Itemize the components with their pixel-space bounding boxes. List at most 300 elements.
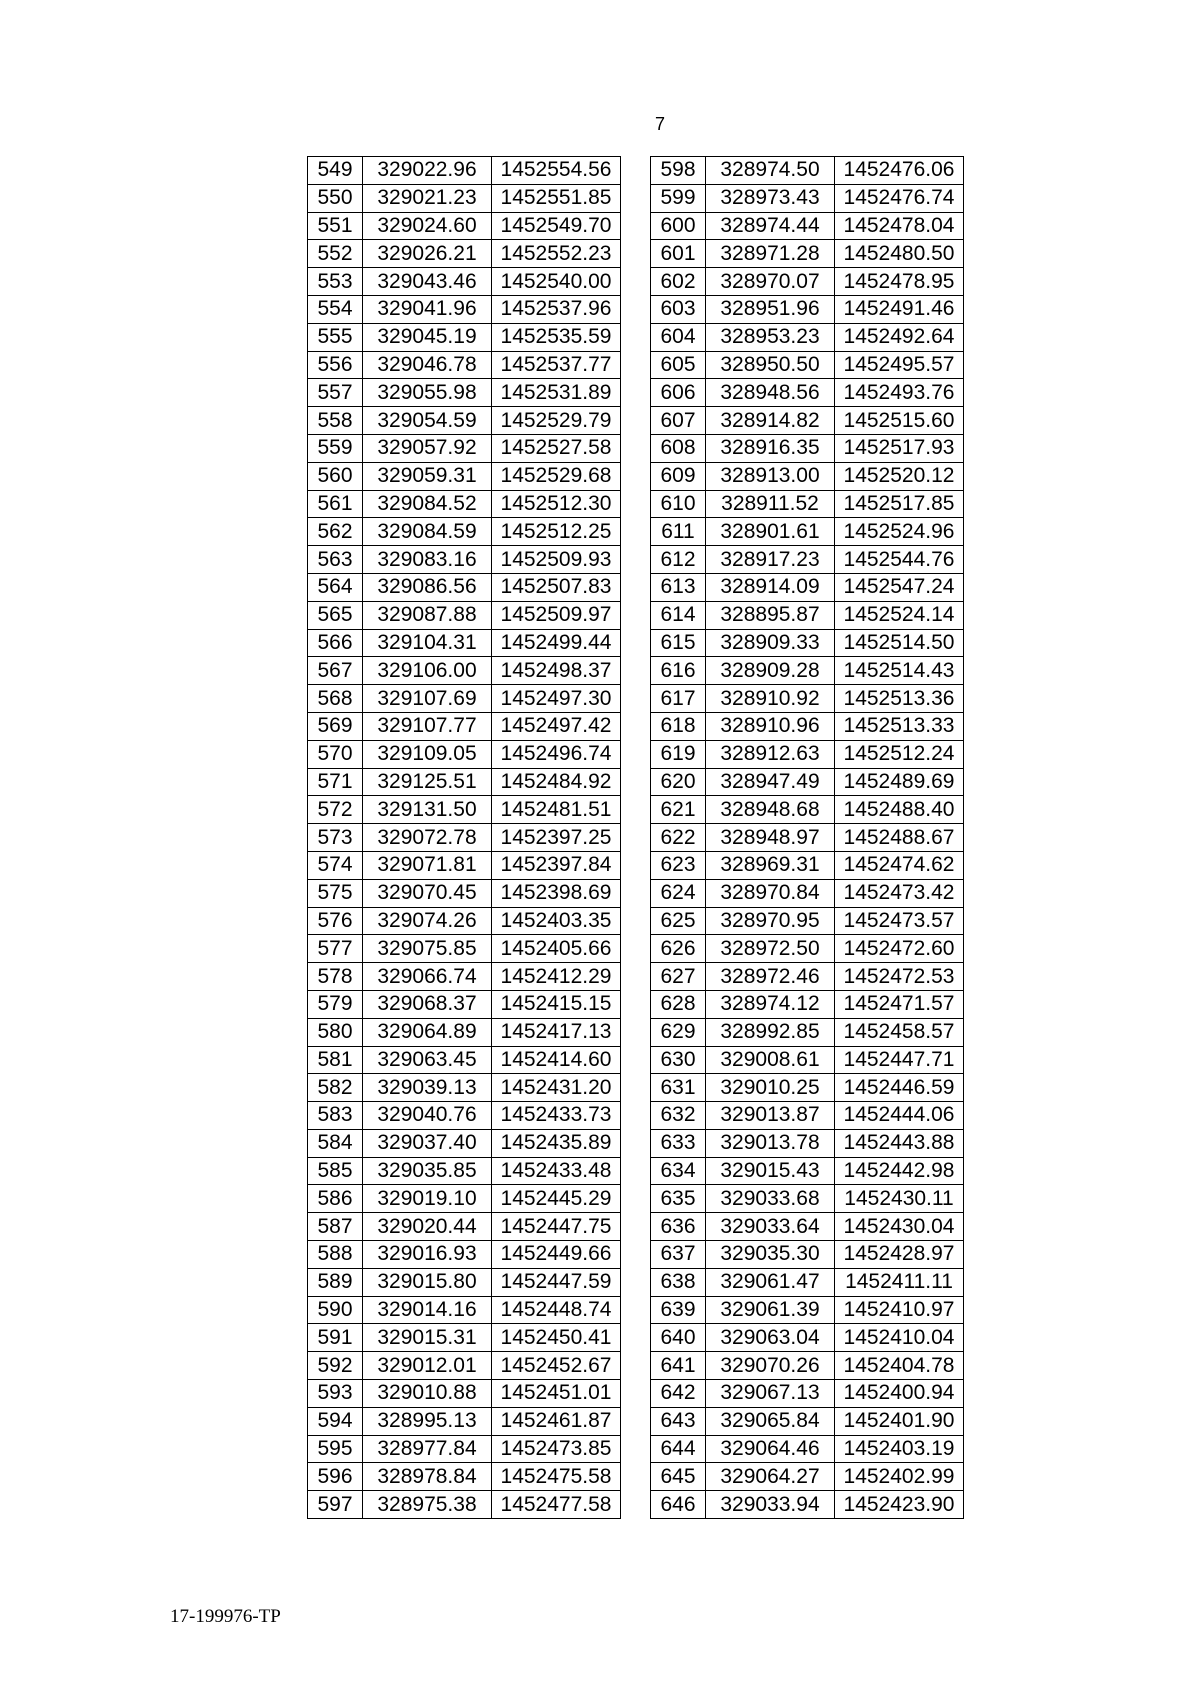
table-row (651, 1129, 964, 1157)
table-row (651, 685, 964, 713)
table-row (651, 1213, 964, 1241)
x-coordinate-cell: 328910.96 (706, 712, 835, 740)
y-coordinate-cell: 1452552.23 (492, 240, 621, 268)
x-coordinate-cell: 329045.19 (363, 323, 492, 351)
point-number-cell: 589 (308, 1268, 363, 1296)
x-coordinate-cell: 328916.35 (706, 434, 835, 462)
table-row (651, 1018, 964, 1046)
point-number-cell: 626 (651, 935, 706, 963)
x-coordinate-cell: 329008.61 (706, 1046, 835, 1074)
y-coordinate-cell: 1452554.56 (492, 157, 621, 185)
x-coordinate-cell: 328948.97 (706, 824, 835, 852)
point-number-cell: 642 (651, 1380, 706, 1408)
y-coordinate-cell: 1452471.57 (835, 990, 964, 1018)
point-number-cell: 635 (651, 1185, 706, 1213)
point-number-cell: 634 (651, 1157, 706, 1185)
point-number-cell: 636 (651, 1213, 706, 1241)
table-row (308, 1407, 621, 1435)
y-coordinate-cell: 1452403.19 (835, 1435, 964, 1463)
y-coordinate-cell: 1452450.41 (492, 1324, 621, 1352)
table-row (651, 851, 964, 879)
table-row (308, 1463, 621, 1491)
point-number-cell: 591 (308, 1324, 363, 1352)
y-coordinate-cell: 1452537.96 (492, 295, 621, 323)
y-coordinate-cell: 1452412.29 (492, 963, 621, 991)
x-coordinate-cell: 329083.16 (363, 546, 492, 574)
point-number-cell: 556 (308, 351, 363, 379)
y-coordinate-cell: 1452544.76 (835, 546, 964, 574)
point-number-cell: 596 (308, 1463, 363, 1491)
y-coordinate-cell: 1452512.25 (492, 518, 621, 546)
y-coordinate-cell: 1452474.62 (835, 851, 964, 879)
point-number-cell: 590 (308, 1296, 363, 1324)
x-coordinate-cell: 329066.74 (363, 963, 492, 991)
y-coordinate-cell: 1452495.57 (835, 351, 964, 379)
table-row (651, 518, 964, 546)
y-coordinate-cell: 1452404.78 (835, 1352, 964, 1380)
x-coordinate-cell: 329071.81 (363, 851, 492, 879)
table-row (308, 685, 621, 713)
point-number-cell: 594 (308, 1407, 363, 1435)
x-coordinate-cell: 329072.78 (363, 824, 492, 852)
x-coordinate-cell: 329026.21 (363, 240, 492, 268)
y-coordinate-cell: 1452537.77 (492, 351, 621, 379)
point-number-cell: 575 (308, 879, 363, 907)
y-coordinate-cell: 1452478.95 (835, 268, 964, 296)
y-coordinate-cell: 1452507.83 (492, 573, 621, 601)
table-row (651, 1380, 964, 1408)
y-coordinate-cell: 1452517.93 (835, 434, 964, 462)
y-coordinate-cell: 1452517.85 (835, 490, 964, 518)
x-coordinate-cell: 328970.95 (706, 907, 835, 935)
point-number-cell: 578 (308, 963, 363, 991)
x-coordinate-cell: 328975.38 (363, 1491, 492, 1519)
x-coordinate-cell: 329046.78 (363, 351, 492, 379)
y-coordinate-cell: 1452524.14 (835, 601, 964, 629)
y-coordinate-cell: 1452447.75 (492, 1213, 621, 1241)
point-number-cell: 558 (308, 407, 363, 435)
table-row (651, 824, 964, 852)
y-coordinate-cell: 1452492.64 (835, 323, 964, 351)
y-coordinate-cell: 1452443.88 (835, 1129, 964, 1157)
table-row (651, 796, 964, 824)
point-number-cell: 562 (308, 518, 363, 546)
table-row (651, 240, 964, 268)
y-coordinate-cell: 1452531.89 (492, 379, 621, 407)
point-number-cell: 646 (651, 1491, 706, 1519)
y-coordinate-cell: 1452401.90 (835, 1407, 964, 1435)
x-coordinate-cell: 328895.87 (706, 601, 835, 629)
point-number-cell: 633 (651, 1129, 706, 1157)
point-number-cell: 549 (308, 157, 363, 185)
y-coordinate-cell: 1452444.06 (835, 1102, 964, 1130)
table-row (308, 907, 621, 935)
point-number-cell: 603 (651, 295, 706, 323)
y-coordinate-cell: 1452430.11 (835, 1185, 964, 1213)
x-coordinate-cell: 328974.12 (706, 990, 835, 1018)
y-coordinate-cell: 1452472.53 (835, 963, 964, 991)
point-number-cell: 560 (308, 462, 363, 490)
x-coordinate-cell: 329033.64 (706, 1213, 835, 1241)
y-coordinate-cell: 1452547.24 (835, 573, 964, 601)
point-number-cell: 550 (308, 184, 363, 212)
table-row (308, 1129, 621, 1157)
table-row (651, 712, 964, 740)
table-row (651, 434, 964, 462)
y-coordinate-cell: 1452499.44 (492, 629, 621, 657)
y-coordinate-cell: 1452477.58 (492, 1491, 621, 1519)
x-coordinate-cell: 329107.69 (363, 685, 492, 713)
y-coordinate-cell: 1452458.57 (835, 1018, 964, 1046)
y-coordinate-cell: 1452445.29 (492, 1185, 621, 1213)
y-coordinate-cell: 1452488.40 (835, 796, 964, 824)
point-number-cell: 561 (308, 490, 363, 518)
x-coordinate-cell: 329064.27 (706, 1463, 835, 1491)
x-coordinate-cell: 329037.40 (363, 1129, 492, 1157)
point-number-cell: 629 (651, 1018, 706, 1046)
page-number: 7 (655, 114, 666, 134)
point-number-cell: 608 (651, 434, 706, 462)
x-coordinate-cell: 328901.61 (706, 518, 835, 546)
x-coordinate-cell: 329013.87 (706, 1102, 835, 1130)
table-row (308, 184, 621, 212)
x-coordinate-cell: 328913.00 (706, 462, 835, 490)
y-coordinate-cell: 1452473.57 (835, 907, 964, 935)
table-row (308, 990, 621, 1018)
point-number-cell: 601 (651, 240, 706, 268)
y-coordinate-cell: 1452435.89 (492, 1129, 621, 1157)
point-number-cell: 602 (651, 268, 706, 296)
table-row (651, 1407, 964, 1435)
point-number-cell: 623 (651, 851, 706, 879)
table-row (651, 379, 964, 407)
y-coordinate-cell: 1452493.76 (835, 379, 964, 407)
x-coordinate-cell: 328969.31 (706, 851, 835, 879)
y-coordinate-cell: 1452496.74 (492, 740, 621, 768)
table-row (308, 295, 621, 323)
y-coordinate-cell: 1452549.70 (492, 212, 621, 240)
x-coordinate-cell: 329010.25 (706, 1074, 835, 1102)
table-row (651, 1491, 964, 1519)
point-number-cell: 610 (651, 490, 706, 518)
point-number-cell: 640 (651, 1324, 706, 1352)
point-number-cell: 615 (651, 629, 706, 657)
x-coordinate-cell: 328974.50 (706, 157, 835, 185)
x-coordinate-cell: 329035.85 (363, 1157, 492, 1185)
x-coordinate-cell: 328953.23 (706, 323, 835, 351)
point-number-cell: 611 (651, 518, 706, 546)
point-number-cell: 631 (651, 1074, 706, 1102)
x-coordinate-cell: 328951.96 (706, 295, 835, 323)
point-number-cell: 593 (308, 1380, 363, 1408)
y-coordinate-cell: 1452540.00 (492, 268, 621, 296)
table-row (308, 1491, 621, 1519)
x-coordinate-cell: 328909.28 (706, 657, 835, 685)
y-coordinate-cell: 1452520.12 (835, 462, 964, 490)
x-coordinate-cell: 329064.89 (363, 1018, 492, 1046)
x-coordinate-cell: 328978.84 (363, 1463, 492, 1491)
x-coordinate-cell: 328977.84 (363, 1435, 492, 1463)
y-coordinate-cell: 1452415.15 (492, 990, 621, 1018)
y-coordinate-cell: 1452509.93 (492, 546, 621, 574)
y-coordinate-cell: 1452481.51 (492, 796, 621, 824)
point-number-cell: 571 (308, 768, 363, 796)
table-row (308, 1352, 621, 1380)
table-row (651, 212, 964, 240)
point-number-cell: 552 (308, 240, 363, 268)
y-coordinate-cell: 1452410.04 (835, 1324, 964, 1352)
y-coordinate-cell: 1452414.60 (492, 1046, 621, 1074)
coordinate-table-left (307, 156, 621, 1519)
table-row (308, 1074, 621, 1102)
table-row (308, 1185, 621, 1213)
table-row (651, 1435, 964, 1463)
point-number-cell: 644 (651, 1435, 706, 1463)
table-row (651, 1241, 964, 1269)
point-number-cell: 566 (308, 629, 363, 657)
point-number-cell: 576 (308, 907, 363, 935)
y-coordinate-cell: 1452417.13 (492, 1018, 621, 1046)
y-coordinate-cell: 1452447.59 (492, 1268, 621, 1296)
point-number-cell: 645 (651, 1463, 706, 1491)
x-coordinate-cell: 328947.49 (706, 768, 835, 796)
x-coordinate-cell: 329039.13 (363, 1074, 492, 1102)
x-coordinate-cell: 329014.16 (363, 1296, 492, 1324)
x-coordinate-cell: 329061.39 (706, 1296, 835, 1324)
table-row (308, 490, 621, 518)
x-coordinate-cell: 329084.59 (363, 518, 492, 546)
x-coordinate-cell: 329057.92 (363, 434, 492, 462)
x-coordinate-cell: 329024.60 (363, 212, 492, 240)
point-number-cell: 563 (308, 546, 363, 574)
y-coordinate-cell: 1452410.97 (835, 1296, 964, 1324)
table-row (651, 963, 964, 991)
point-number-cell: 555 (308, 323, 363, 351)
coordinate-table-body (651, 157, 964, 1519)
y-coordinate-cell: 1452447.71 (835, 1046, 964, 1074)
x-coordinate-cell: 328970.84 (706, 879, 835, 907)
table-row (308, 629, 621, 657)
table-row (308, 407, 621, 435)
x-coordinate-cell: 328973.43 (706, 184, 835, 212)
table-row (308, 518, 621, 546)
y-coordinate-cell: 1452551.85 (492, 184, 621, 212)
point-number-cell: 632 (651, 1102, 706, 1130)
point-number-cell: 573 (308, 824, 363, 852)
table-row (308, 1241, 621, 1269)
table-row (651, 657, 964, 685)
point-number-cell: 643 (651, 1407, 706, 1435)
point-number-cell: 587 (308, 1213, 363, 1241)
table-row (651, 407, 964, 435)
table-row (651, 268, 964, 296)
table-row (308, 740, 621, 768)
x-coordinate-cell: 329087.88 (363, 601, 492, 629)
table-row (308, 268, 621, 296)
table-row (651, 351, 964, 379)
point-number-cell: 574 (308, 851, 363, 879)
table-row (651, 1074, 964, 1102)
y-coordinate-cell: 1452529.68 (492, 462, 621, 490)
point-number-cell: 554 (308, 295, 363, 323)
point-number-cell: 567 (308, 657, 363, 685)
point-number-cell: 570 (308, 740, 363, 768)
x-coordinate-cell: 329061.47 (706, 1268, 835, 1296)
x-coordinate-cell: 328912.63 (706, 740, 835, 768)
y-coordinate-cell: 1452403.35 (492, 907, 621, 935)
point-number-cell: 624 (651, 879, 706, 907)
y-coordinate-cell: 1452491.46 (835, 295, 964, 323)
y-coordinate-cell: 1452497.30 (492, 685, 621, 713)
table-row (308, 240, 621, 268)
y-coordinate-cell: 1452448.74 (492, 1296, 621, 1324)
x-coordinate-cell: 329020.44 (363, 1213, 492, 1241)
x-coordinate-cell: 329012.01 (363, 1352, 492, 1380)
y-coordinate-cell: 1452509.97 (492, 601, 621, 629)
point-number-cell: 579 (308, 990, 363, 1018)
x-coordinate-cell: 328911.52 (706, 490, 835, 518)
point-number-cell: 551 (308, 212, 363, 240)
x-coordinate-cell: 329104.31 (363, 629, 492, 657)
coordinate-table-body (308, 157, 621, 1519)
table-row (308, 157, 621, 185)
y-coordinate-cell: 1452513.33 (835, 712, 964, 740)
x-coordinate-cell: 329021.23 (363, 184, 492, 212)
table-row (308, 1324, 621, 1352)
table-row (308, 573, 621, 601)
point-number-cell: 600 (651, 212, 706, 240)
table-row (308, 1435, 621, 1463)
point-number-cell: 583 (308, 1102, 363, 1130)
point-number-cell: 639 (651, 1296, 706, 1324)
y-coordinate-cell: 1452446.59 (835, 1074, 964, 1102)
y-coordinate-cell: 1452535.59 (492, 323, 621, 351)
y-coordinate-cell: 1452472.60 (835, 935, 964, 963)
table-row (651, 1157, 964, 1185)
x-coordinate-cell: 329033.94 (706, 1491, 835, 1519)
table-row (651, 490, 964, 518)
table-row (651, 990, 964, 1018)
x-coordinate-cell: 329131.50 (363, 796, 492, 824)
table-row (308, 546, 621, 574)
y-coordinate-cell: 1452529.79 (492, 407, 621, 435)
x-coordinate-cell: 329070.26 (706, 1352, 835, 1380)
table-row (651, 1102, 964, 1130)
table-row (651, 768, 964, 796)
y-coordinate-cell: 1452451.01 (492, 1380, 621, 1408)
x-coordinate-cell: 328948.68 (706, 796, 835, 824)
point-number-cell: 572 (308, 796, 363, 824)
x-coordinate-cell: 329041.96 (363, 295, 492, 323)
y-coordinate-cell: 1452449.66 (492, 1241, 621, 1269)
table-row (308, 1380, 621, 1408)
point-number-cell: 586 (308, 1185, 363, 1213)
y-coordinate-cell: 1452484.92 (492, 768, 621, 796)
table-row (308, 212, 621, 240)
x-coordinate-cell: 329035.30 (706, 1241, 835, 1269)
x-coordinate-cell: 328948.56 (706, 379, 835, 407)
x-coordinate-cell: 328914.09 (706, 573, 835, 601)
point-number-cell: 559 (308, 434, 363, 462)
table-row (308, 351, 621, 379)
table-row (308, 462, 621, 490)
x-coordinate-cell: 329063.04 (706, 1324, 835, 1352)
point-number-cell: 606 (651, 379, 706, 407)
point-number-cell: 618 (651, 712, 706, 740)
point-number-cell: 613 (651, 573, 706, 601)
point-number-cell: 637 (651, 1241, 706, 1269)
table-row (651, 546, 964, 574)
point-number-cell: 565 (308, 601, 363, 629)
table-row (651, 629, 964, 657)
x-coordinate-cell: 329033.68 (706, 1185, 835, 1213)
table-row (308, 1102, 621, 1130)
table-row (308, 712, 621, 740)
point-number-cell: 617 (651, 685, 706, 713)
x-coordinate-cell: 328910.92 (706, 685, 835, 713)
y-coordinate-cell: 1452498.37 (492, 657, 621, 685)
y-coordinate-cell: 1452473.85 (492, 1435, 621, 1463)
x-coordinate-cell: 329109.05 (363, 740, 492, 768)
point-number-cell: 607 (651, 407, 706, 435)
x-coordinate-cell: 329055.98 (363, 379, 492, 407)
x-coordinate-cell: 329084.52 (363, 490, 492, 518)
x-coordinate-cell: 328992.85 (706, 1018, 835, 1046)
table-row (308, 963, 621, 991)
table-row (308, 1157, 621, 1185)
y-coordinate-cell: 1452397.84 (492, 851, 621, 879)
table-row (651, 1463, 964, 1491)
table-row (308, 851, 621, 879)
y-coordinate-cell: 1452461.87 (492, 1407, 621, 1435)
point-number-cell: 609 (651, 462, 706, 490)
x-coordinate-cell: 329074.26 (363, 907, 492, 935)
x-coordinate-cell: 329125.51 (363, 768, 492, 796)
y-coordinate-cell: 1452397.25 (492, 824, 621, 852)
point-number-cell: 553 (308, 268, 363, 296)
point-number-cell: 627 (651, 963, 706, 991)
table-row (651, 907, 964, 935)
x-coordinate-cell: 329064.46 (706, 1435, 835, 1463)
table-row (651, 462, 964, 490)
x-coordinate-cell: 328917.23 (706, 546, 835, 574)
table-row (651, 601, 964, 629)
y-coordinate-cell: 1452433.48 (492, 1157, 621, 1185)
x-coordinate-cell: 329022.96 (363, 157, 492, 185)
table-row (651, 295, 964, 323)
x-coordinate-cell: 328950.50 (706, 351, 835, 379)
document-code: 17-199976-TP (170, 1606, 281, 1627)
y-coordinate-cell: 1452398.69 (492, 879, 621, 907)
x-coordinate-cell: 329016.93 (363, 1241, 492, 1269)
x-coordinate-cell: 329015.31 (363, 1324, 492, 1352)
y-coordinate-cell: 1452402.99 (835, 1463, 964, 1491)
point-number-cell: 614 (651, 601, 706, 629)
table-row (308, 323, 621, 351)
y-coordinate-cell: 1452405.66 (492, 935, 621, 963)
table-row (308, 1268, 621, 1296)
x-coordinate-cell: 329107.77 (363, 712, 492, 740)
point-number-cell: 557 (308, 379, 363, 407)
point-number-cell: 595 (308, 1435, 363, 1463)
point-number-cell: 564 (308, 573, 363, 601)
x-coordinate-cell: 328972.46 (706, 963, 835, 991)
x-coordinate-cell: 329065.84 (706, 1407, 835, 1435)
x-coordinate-cell: 328974.44 (706, 212, 835, 240)
x-coordinate-cell: 329106.00 (363, 657, 492, 685)
table-row (308, 1046, 621, 1074)
table-row (308, 1018, 621, 1046)
